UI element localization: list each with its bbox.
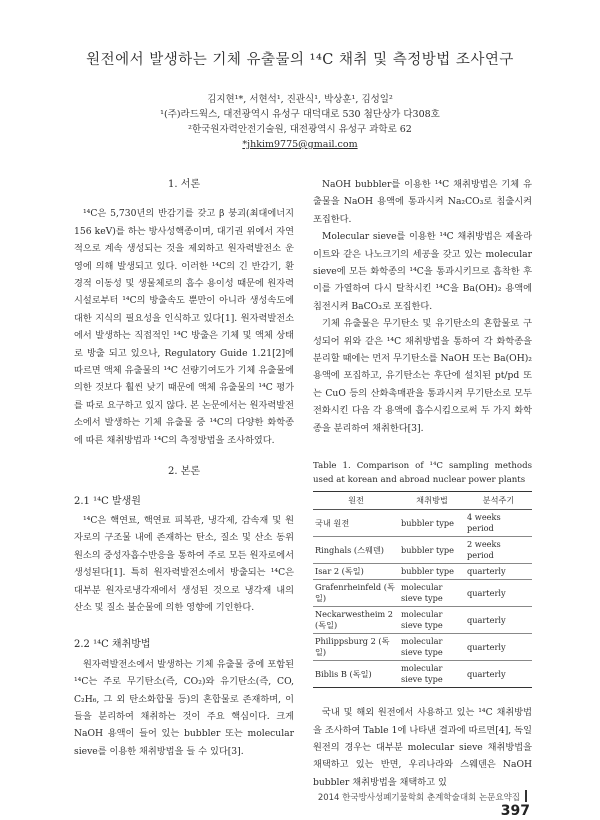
author-email[interactable]: *jhkim9775@gmail.com [242, 139, 358, 150]
table-cell: molecular sieve type [399, 661, 465, 688]
right-column [313, 176, 532, 791]
subsection-heading-2-1: 2.1 ¹⁴C 발생원 [74, 495, 141, 507]
affiliation-1: ¹(주)라드웍스, 대전광역시 유성구 대덕대로 530 첨단상가 다308호 [160, 109, 440, 120]
table-row [313, 607, 532, 634]
paragraph-naoh-bubbler: NaOH bubbler를 이용한 ¹⁴C 채취방법은 기체 유출물을 NaOH 용액에 통과시켜 Na₂CO₃로 침출시켜 포집한다. [313, 179, 532, 225]
table-cell: bubbler type [399, 510, 465, 537]
table-cell: Neckarwestheim 2 (독일) [313, 607, 399, 634]
section-heading-body: 2. 본론 [167, 466, 201, 478]
table-caption: Table 1. Comparison of ¹⁴C sampling methods used at korean and abroad nuclear power plants [313, 461, 532, 486]
table-row [313, 580, 532, 607]
table-cell: quarterly [465, 564, 532, 580]
subsection-heading-2-2: 2.2 ¹⁴C 채취방법 [74, 639, 151, 651]
table-cell: 국내 원전 [313, 510, 399, 537]
table-cell: bubbler type [399, 564, 465, 580]
proceedings-title: 2014 한국방사성폐기물학회 춘계학술대회 논문요약집 [317, 793, 520, 803]
paragraph-molecular-sieve: Molecular sieve를 이용한 ¹⁴C 채취방법은 제올라이트와 같은 나노크기의 세공을 갖고 있는 molecular sieve에 모든 화학종의 ¹⁴C을 통과시키므로 흡착한 후 이를 가열하여 다시 탈착시킨 ¹⁴C을 Ba(OH)₂ 용액에 침전시켜 BaCO₃로 포집한다. [313, 231, 532, 312]
table-cell: 4 weeks period [465, 510, 532, 537]
table-cell: Grafenrheinfeld (독일) [313, 580, 399, 607]
table-cell: bubbler type [399, 537, 465, 564]
page-number: 397 [500, 803, 530, 819]
table-cell: molecular sieve type [399, 580, 465, 607]
table-cell: 2 weeks period [465, 537, 532, 564]
author-block [0, 92, 600, 152]
table-cell: quarterly [465, 661, 532, 688]
table-cell: quarterly [465, 607, 532, 634]
table-cell: quarterly [465, 580, 532, 607]
paragraph-2-1: ¹⁴C은 핵연료, 핵연료 피복관, 냉각제, 감속재 및 원자로의 구조물 내에 존재하는 탄소, 질소 및 산소 동위원소의 중성자흡수반응을 통하여 주로 모든 원자로에서 생성된다[1]. 특히 원자력발전소에서 방출되는 ¹⁴C은 대부분 원자로냉각재에서 생성된 것으로 냉각재 내의 산소 및 질소 불순물에 의한 영향에 기인한다. [74, 514, 294, 613]
table-row [313, 564, 532, 580]
table-row [313, 510, 532, 537]
table-cell: molecular sieve type [399, 607, 465, 634]
paragraph-mixture: 기체 유출물은 무기탄소 및 유기탄소의 혼합물로 구성되어 위와 같은 ¹⁴C 채취방법을 통하여 각 화학종을 분리할 때에는 먼저 무기탄소를 NaOH 또는 Ba(OH)₂ 용액에 포집하고, 유기탄소는 후단에 설치된 pt/pd 또는 CuO 등의 산화촉매관을 통과시켜 무기탄소로 모두 전화시킨 다음 각 용액에 흡수시킴으로써 두 가지 화학종을 분리하여 채취한다[3]. [313, 318, 532, 434]
left-column [74, 176, 294, 760]
table-cell: molecular sieve type [399, 634, 465, 661]
affiliation-2: ²한국원자력안전기술원, 대전광역시 유성구 과학로 62 [188, 124, 412, 135]
table-row [313, 537, 532, 564]
paragraph-comparison: 국내 및 해외 원전에서 사용하고 있는 ¹⁴C 채취방법을 조사하여 Table 1에 나타낸 결과에 따르면[4], 독일 원전의 경우는 대부분 molecular sieve 채취방법을 채택하고 있는 반면, 우리나라와 스웨덴은 NaOH bubbler 채취방법을 채택하고 있 [313, 707, 532, 788]
table-header: 분석주기 [465, 492, 532, 510]
table-cell: Philippsburg 2 (독일) [313, 634, 399, 661]
table-header: 채취방법 [399, 492, 465, 510]
table-cell: Biblis B (독일) [313, 661, 399, 688]
page-footer [300, 790, 530, 819]
paragraph-2-2: 원자력발전소에서 발생하는 기체 유출물 중에 포함된 ¹⁴C는 주로 무기탄소(즉, CO₂)와 유기탄소(즉, CO, C₂H₆, 그 외 탄소화합물 등)의 혼합물로 존재하며, 이들을 분리하여 채취하는 것이 주요 핵심이다. 크게 NaOH 용액이 들어 있는 bubbler 또는 molecular sieve를 이용한 채취방법을 들 수 있다[3]. [74, 658, 294, 757]
footer-divider [525, 790, 527, 802]
table-cell: quarterly [465, 634, 532, 661]
section-heading-intro: 1. 서론 [167, 179, 201, 190]
sampling-methods-table [313, 491, 532, 688]
table-row [313, 661, 532, 688]
table-cell: Isar 2 (독일) [313, 564, 399, 580]
intro-paragraph: ¹⁴C은 5,730년의 반감기를 갖고 β 붕괴(최대에너지 156 keV)를 하는 방사성핵종이며, 대기권 위에서 자연적으로 계속 생성되는 것을 제외하고 원자력발전소 운영에 의해 발생되고 있다. 이러한 ¹⁴C의 긴 반감기, 환경적 이동성 및 생물체로의 흡수 용이성 때문에 원자력시설로부터 ¹⁴C의 방출속도 뿐만이 아니라 생성속도에 대한 지식의 필요성을 인식하고 있다[1]. 원자력발전소에서 발생하는 직접적인 ¹⁴C 방출은 기체 및 액체 상태로 방출 되고 있으나, Regulatory Guide 1.21[2]에 따르면 액체 유출물의 ¹⁴C 선량기여도가 기체 유출물에 의한 것보다 훨씬 낮기 때문에 액체 유출물의 ¹⁴C 평가를 따로 요구하고 있지 않다. 본 논문에서는 원자력발전소에서 발생하는 기체 유출물 중 ¹⁴C의 다양한 화학종에 따른 채취방법과 ¹⁴C의 측정방법을 조사하였다. [74, 208, 294, 446]
author-list: 김지현¹*, 서현석¹, 진관식¹, 박상훈¹, 김성일² [207, 94, 393, 105]
table-header: 원전 [313, 492, 399, 510]
table-cell: Ringhals (스웨덴) [313, 537, 399, 564]
paper-title: 원전에서 발생하는 기체 유출물의 ¹⁴C 채취 및 측정방법 조사연구 [86, 52, 514, 68]
table-row [313, 634, 532, 661]
